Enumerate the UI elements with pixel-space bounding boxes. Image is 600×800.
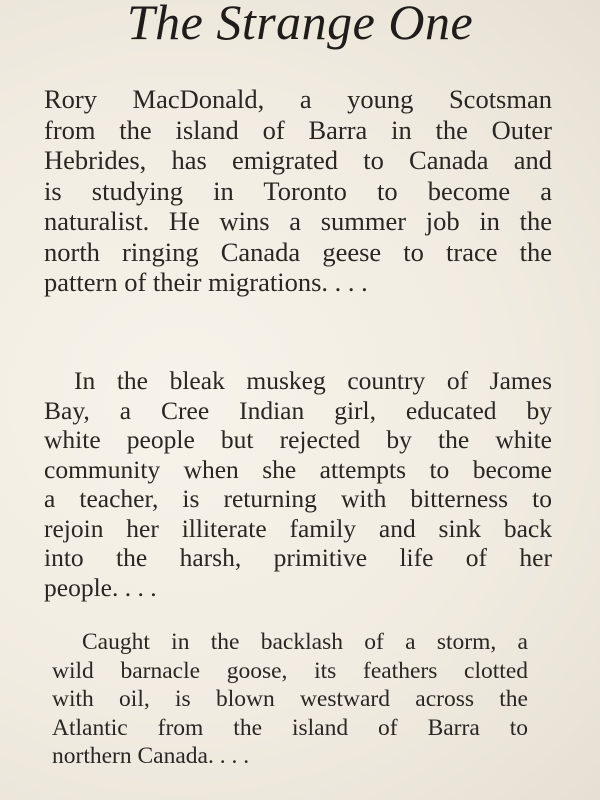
text-line: north ringing Canada geese to trace the bbox=[44, 236, 552, 267]
text-line: Bay, a Cree Indian girl, educated by bbox=[44, 395, 552, 425]
text-line: rejoin her illiterate family and sink back bbox=[44, 513, 552, 543]
text-line: people. . . . bbox=[44, 572, 157, 602]
text-line: Rory MacDonald, a young Scotsman bbox=[44, 84, 552, 114]
text-line: Hebrides, has emigrated to Canada and bbox=[44, 145, 552, 175]
text-line: northern Canada. . . . bbox=[52, 743, 250, 769]
text-line: from the island of Barra in the Outer bbox=[44, 114, 552, 145]
text-line: white people but rejected by the white bbox=[44, 425, 552, 454]
text-line: Caught in the backlash of a storm, a bbox=[82, 629, 528, 655]
text-line: wild barnacle goose, its feathers clotted bbox=[52, 657, 528, 684]
paragraph-cree-girl bbox=[44, 366, 552, 602]
text-line: community when she attempts to become bbox=[44, 454, 552, 484]
page-title: The Strange One bbox=[126, 0, 474, 50]
text-line: is studying in Toronto to become a bbox=[44, 175, 552, 206]
paragraph-barnacle-goose bbox=[52, 628, 528, 771]
text-line: pattern of their migrations. . . . bbox=[44, 267, 368, 297]
text-line: with oil, is blown westward across the bbox=[52, 686, 528, 712]
text-line: In the bleak muskeg country of James bbox=[74, 366, 552, 395]
text-line: a teacher, is returning with bitterness to bbox=[44, 484, 552, 513]
text-line: Atlantic from the island of Barra to bbox=[52, 714, 528, 741]
text-line: naturalist. He wins a summer job in the bbox=[44, 206, 552, 236]
paragraph-rory bbox=[44, 84, 552, 298]
text-line: into the harsh, primitive life of her bbox=[44, 543, 552, 572]
